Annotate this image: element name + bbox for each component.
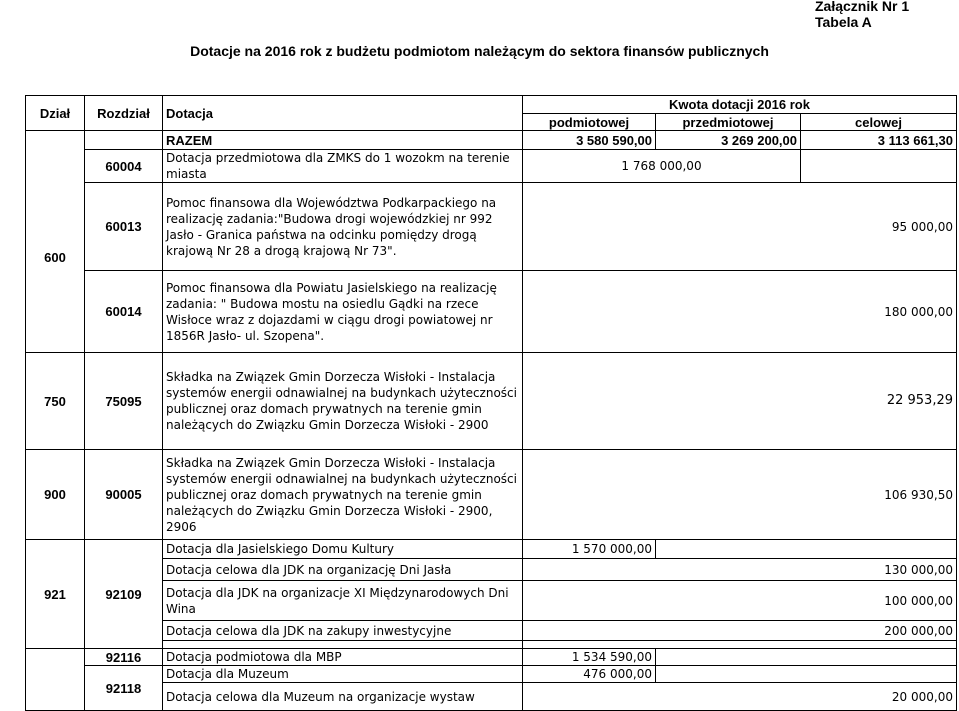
- rozdzial-cell: 60014: [85, 271, 163, 353]
- celowej-cell: 106 930,50: [523, 450, 957, 540]
- dzial-cell: 900: [26, 450, 85, 540]
- rozdzial-cell: 60004: [85, 150, 163, 183]
- dotacja-cell: Dotacja dla Jasielskiego Domu Kultury: [163, 540, 523, 559]
- table-row: [26, 683, 957, 711]
- table-row: [26, 666, 957, 683]
- col-rozdzial-header: Rozdział: [85, 96, 163, 131]
- col-podmiotowej-header: podmiotowej: [523, 114, 656, 131]
- col-kwota-header: Kwota dotacji 2016 rok: [523, 96, 957, 114]
- total-row: [26, 131, 957, 150]
- rozdzial-cell: 60013: [85, 183, 163, 271]
- dotacja-cell: Pomoc finansowa dla Województwa Podkarpackiego na realizację zadania:"Budowa drogi wojewódzkiej nr 992 Jasło - Granica państwa na odcinku pomiędzy drogą krajową Nr 28 a drogą krajową Nr 73".: [163, 183, 523, 271]
- table-row: [26, 621, 957, 641]
- dzial-cell: 750: [26, 353, 85, 450]
- rozdzial-cell: 92109: [85, 540, 163, 649]
- przedmiotowej-cell: 1 768 000,00: [523, 150, 801, 183]
- total-celowej: 3 113 661,30: [801, 131, 957, 150]
- celowej-cell: 180 000,00: [523, 271, 957, 353]
- rozdzial-cell: 92118: [85, 666, 163, 711]
- rozdzial-cell: 75095: [85, 353, 163, 450]
- total-przedmiotowej: 3 269 200,00: [656, 131, 801, 150]
- document-title: Dotacje na 2016 rok z budżetu podmiotom należącym do sektora finansów publicznych: [190, 43, 769, 59]
- dzial-cell: 600: [26, 183, 85, 271]
- celowej-cell: 130 000,00: [523, 559, 957, 581]
- table-row: [26, 540, 957, 559]
- header-row-1: [26, 96, 957, 114]
- dotacja-cell: Dotacja podmiotowa dla MBP: [163, 649, 523, 666]
- table-row: [26, 450, 957, 540]
- podmiotowej-cell: 1 570 000,00: [523, 540, 656, 559]
- dotacja-cell: Dotacja dla Muzeum: [163, 666, 523, 683]
- dotacja-cell: Dotacja celowa dla JDK na zakupy inwestycyjne: [163, 621, 523, 641]
- dotacja-cell: Dotacja dla JDK na organizacje XI Międzynarodowych Dni Wina: [163, 581, 523, 621]
- rozdzial-cell: 90005: [85, 450, 163, 540]
- dzial-cell: 921: [26, 540, 85, 649]
- table-row: [26, 271, 957, 353]
- dotacja-cell: Dotacja celowa dla Muzeum na organizacje wystaw: [163, 683, 523, 711]
- total-podmiotowej: 3 580 590,00: [523, 131, 656, 150]
- dotacja-cell: Składka na Związek Gmin Dorzecza Wisłoki - Instalacja systemów energii odnawialnej na budynkach użyteczności publicznej oraz domach prywatnych na terenie gmin należących do Związku Gmin Dorzecza Wisłoki - 2900, 2906: [163, 450, 523, 540]
- table-row: [26, 649, 957, 666]
- dotacja-cell: Dotacja przedmiotowa dla ZMKS do 1 wozokm na terenie miasta: [163, 150, 523, 183]
- subsidies-table: [25, 95, 957, 711]
- celowej-cell: 95 000,00: [523, 183, 957, 271]
- col-przedmiotowej-header: przedmiotowej: [656, 114, 801, 131]
- celowej-cell: 100 000,00: [523, 581, 957, 621]
- podmiotowej-cell: 1 534 590,00: [523, 649, 656, 666]
- annex-label: Załącznik Nr 1: [815, 0, 910, 14]
- table-row: [26, 353, 957, 450]
- dotacja-cell: Dotacja celowa dla JDK na organizację Dni Jasła: [163, 559, 523, 581]
- celowej-cell: 20 000,00: [523, 683, 957, 711]
- rozdzial-cell: 92116: [85, 649, 163, 666]
- table-row: [26, 183, 957, 271]
- table-row: [26, 581, 957, 621]
- dotacja-cell: Pomoc finansowa dla Powiatu Jasielskiego na realizację zadania: " Budowa mostu na osiedlu Gądki na rzece Wisłoce wraz z dojazdami w ciągu drogi powiatowej nr 1856R Jasło- ul. Szopena".: [163, 271, 523, 353]
- table-row: [26, 559, 957, 581]
- podmiotowej-cell: 476 000,00: [523, 666, 656, 683]
- col-dzial-header: Dział: [26, 96, 85, 131]
- table-row: [26, 150, 957, 183]
- total-label: RAZEM: [163, 131, 523, 150]
- dotacja-cell: Składka na Związek Gmin Dorzecza Wisłoki - Instalacja systemów energii odnawialnej na budynkach użyteczności publicznej oraz domach prywatnych na terenie gmin należących do Związku Gmin Dorzecza Wisłoki - 2900: [163, 353, 523, 450]
- table-number: Tabela A: [815, 14, 872, 30]
- celowej-cell: 200 000,00: [523, 621, 957, 641]
- col-dotacja-header: Dotacja: [163, 96, 523, 131]
- col-celowej-header: celowej: [801, 114, 957, 131]
- celowej-cell: 22 953,29: [523, 353, 957, 450]
